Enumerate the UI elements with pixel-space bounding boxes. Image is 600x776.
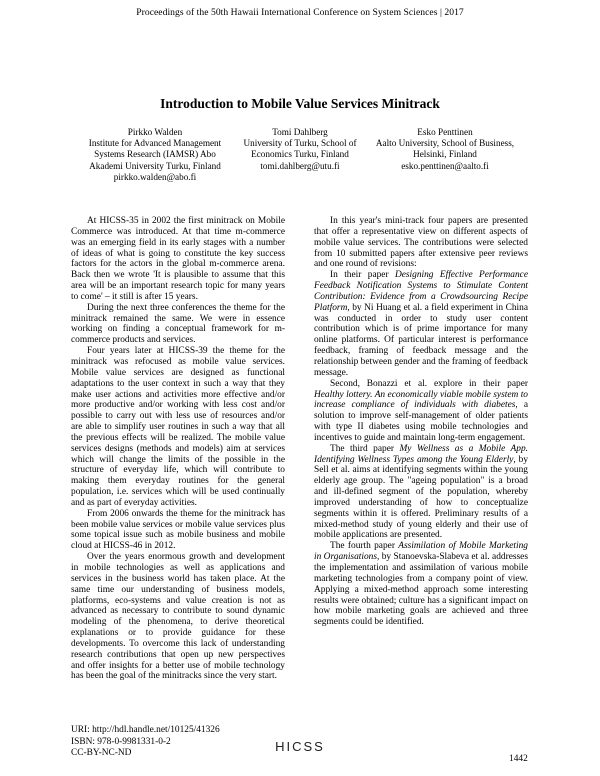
summary-text: In their paper [330,270,395,281]
footer-uri: URI: http://hdl.handle.net/10125/41326 [71,725,220,735]
author-email: pirkko.walden@abo.fi [113,171,197,182]
summary-text: , by Stanoevska-Slabeva et al. addresses the implementation and assimilation of various mobile marketing technologies from a company point of view. Applying a mixed-method approach some interesting results were obtained; culture has a significant impact on how mobile marketing goals are achieved and three segments could be identified. [314,552,528,628]
author-email: esko.penttinen@aalto.fi [401,160,489,171]
author-affiliation: Institute for Advanced Management [88,138,222,149]
author-affiliation: Helsinki, Finland [413,149,477,160]
hicss-logo: HICSS [275,739,325,754]
body-paragraph: Over the years enormous growth and development in mobile technologies as well as applications and services in the business world has taken place. At the same time our understanding of business models, platforms, eco-systems and value creation is not as advanced as necessary to contribute to sound dynamic modeling of the phenomena, to derive theoretical explanations or to provide guidance for these developments. To overcome this lack of understanding research contributions that open up new perspectives and offer insights for a better use of mobile technology has been the goal of the minitracks since the very start. [71,552,285,682]
page-number: 1442 [509,754,528,764]
author-affiliation: University of Turku, School of [243,138,357,149]
author-block-penttinen [350,127,540,172]
cited-paper-title: Assimilation of Mobile Marketing in Organisations [314,541,528,563]
author-name: Pirkko Walden [127,127,183,137]
summary-text: , a solution to improve self-management of older patients with type II diabetes using mobile technologies and incentives to guide and maintain long-term engagement. [314,400,528,443]
summary-text: The third paper [330,443,400,454]
running-header: Proceedings of the 50th Hawaii International Conference on System Sciences | 2017 [136,7,464,18]
author-name: Tomi Dahlberg [272,127,328,137]
body-paragraph: From 2006 onwards the theme for the minitrack has been mobile value services or mobile value services plus some topical issue such as mobile business and mobile cloud at HICSS-46 in 2012. [71,508,285,552]
summary-text: Second, Bonazzi et al. explore in their paper [330,378,528,389]
author-affiliation: Akademi University Turku, Finland [89,160,221,171]
paper-summary-4 [314,541,528,628]
summary-text: , by Sell et al. aims at identifying segments within the young elderly age group. The "ageing population" is a broad and ill-defined segment of the population, whereby improved understanding of how to conceptualize segments within it is offered. Preliminary results of a mixed-method study of young elderly and their use of mobile applications are presented. [314,454,529,541]
author-name: Esko Penttinen [417,127,473,137]
footer-identifiers [71,725,220,760]
summary-text: , by Ni Huang et al. a field experiment in China was conducted in order to study user content contribution which is of prime importance for many online platforms. Of particular interest is performance feedback, framing of feedback message and the relationship between gender and the framing of feedback message. [314,302,528,378]
cited-paper-title: Healthy lottery. An economically viable mobile system to increase compliance of individuals with diabetes [314,389,528,411]
body-paragraph: At HICSS-35 in 2002 the first minitrack on Mobile Commerce was introduced. At that time m-commerce was an emerging field in its early stages with a number of ideas of what is going to constitute the key success factors for the actors in the global m-commerce arena. Back then we wrote 'It is plausible to assume that this area will be an important research topic for many years to come' – it still is after 15 years. [71,216,285,302]
summary-text: The fourth paper [330,541,399,552]
cited-paper-title: My Wellness as a Mobile App. Identifying Wellness Types among the Young Elderly [314,443,528,465]
author-affiliation: Economics Turku, Finland [251,149,349,160]
body-paragraph: In this year's mini-track four papers are presented that offer a representative view on different aspects of mobile value services. The contributions were selected from 10 submitted papers after extensive peer reviews and one round of revisions: [314,216,528,270]
cited-paper-title: Designing Effective Performance Feedback Notification Systems to Stimulate Content Contribution: Evidence from a Crowdsourcing Recipe Platform [314,270,528,313]
author-affiliation: Systems Research (IAMSR) Abo [94,149,216,160]
author-affiliation: Aalto University, School of Business, [375,138,515,149]
paper-summary-1 [314,270,528,378]
paper-summary-2 [314,379,528,444]
paper-title: Introduction to Mobile Value Services Minitrack [160,96,440,111]
body-paragraph: Four years later at HICSS-39 the theme for the minitrack was refocused as mobile value services. Mobile value services are designed as functional adaptations to the user context in such a way that they make user actions and activities more effective and/or more productive and/or working with less cost and/or possible to carry out with less use of resources and/or are able to simplify user routines in such a way that all the previous effects will be realized. The mobile value services designs (methods and models) aim at services which will change the limits of the possible in the structure of everyday life, which will contribute to making them everyday routines for the general population, i.e. services which will be used continually and as part of everyday activities. [71,346,285,508]
paper-summary-3 [314,444,528,542]
footer-isbn: ISBN: 978-0-9981331-0-2 [71,736,171,747]
author-email: tomi.dahlberg@utu.fi [260,160,340,171]
footer-license: CC-BY-NC-ND [71,748,132,758]
body-column-left [71,216,285,682]
body-paragraph: During the next three conferences the theme for the minitrack remained the same. We were in essence working on finding a conceptual framework for m-commerce products and services. [71,302,285,346]
body-column-right [314,216,528,628]
